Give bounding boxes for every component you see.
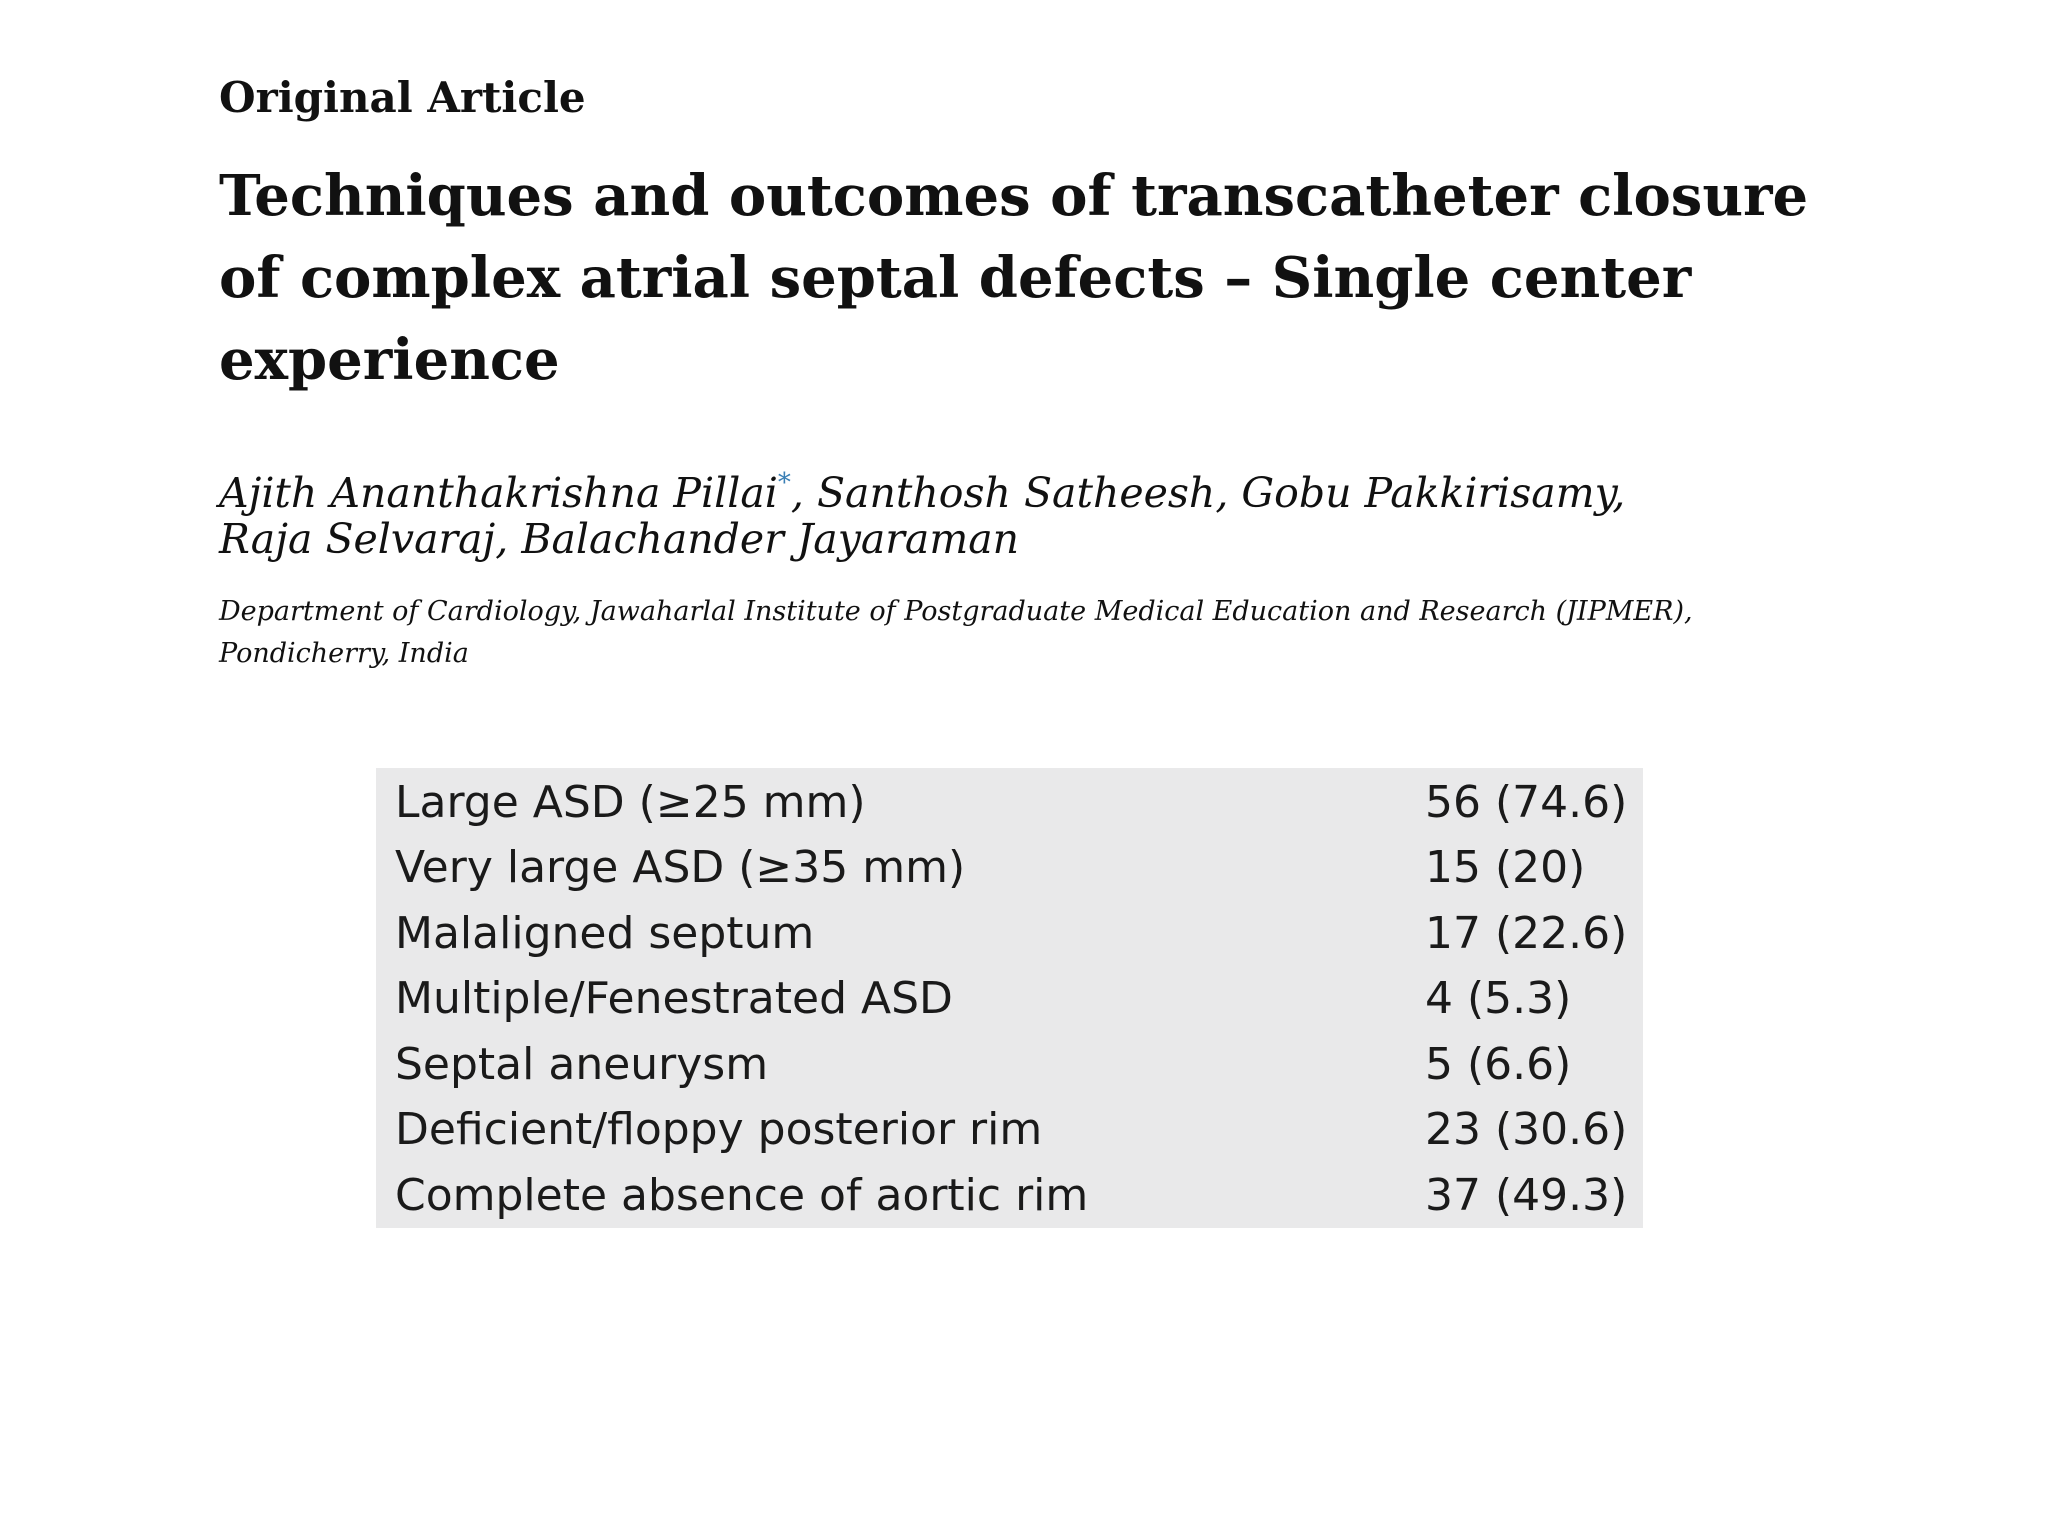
author-line: Raja Selvaraj, Balachander Jayaraman bbox=[219, 515, 1020, 563]
row-label: Deficient/floppy posterior rim bbox=[395, 1104, 1043, 1155]
row-value: 15 (20) bbox=[1425, 842, 1586, 893]
section-label: Original Article bbox=[219, 73, 586, 122]
author-line bbox=[219, 455, 1779, 517]
corresponding-author-marker[interactable]: * bbox=[777, 468, 791, 498]
row-label: Multiple/Fenestrated ASD bbox=[395, 973, 953, 1024]
title-line: of complex atrial septal defects – Single center bbox=[219, 245, 1692, 311]
affiliation bbox=[219, 591, 1779, 675]
title-line: experience bbox=[219, 327, 560, 393]
table-row bbox=[376, 901, 1643, 967]
data-table bbox=[376, 768, 1643, 1228]
article-title bbox=[219, 155, 1809, 401]
row-value: 5 (6.6) bbox=[1425, 1039, 1572, 1090]
row-label: Complete absence of aortic rim bbox=[395, 1170, 1089, 1221]
affiliation-line: Pondicherry, India bbox=[219, 638, 469, 669]
row-value: 56 (74.6) bbox=[1425, 777, 1628, 828]
row-value: 37 (49.3) bbox=[1425, 1170, 1628, 1221]
row-label: Septal aneurysm bbox=[395, 1039, 769, 1090]
row-label: Large ASD (≥25 mm) bbox=[395, 777, 866, 828]
table-row bbox=[376, 1032, 1643, 1098]
row-value: 4 (5.3) bbox=[1425, 973, 1572, 1024]
row-label: Very large ASD (≥35 mm) bbox=[395, 842, 966, 893]
row-value: 23 (30.6) bbox=[1425, 1104, 1628, 1155]
affiliation-line: Department of Cardiology, Jawaharlal Institute of Postgraduate Medical Education and Research (JIPMER), bbox=[219, 596, 1693, 627]
title-line: Techniques and outcomes of transcatheter closure bbox=[219, 163, 1809, 229]
row-label: Malaligned septum bbox=[395, 908, 815, 959]
table-row bbox=[376, 1097, 1643, 1163]
table-row bbox=[376, 966, 1643, 1032]
author-names: , Santhosh Satheesh, Gobu Pakkirisamy, bbox=[790, 469, 1626, 517]
author-list bbox=[219, 455, 1779, 567]
table-row bbox=[376, 1163, 1643, 1229]
table-row bbox=[376, 835, 1643, 901]
row-value: 17 (22.6) bbox=[1425, 908, 1628, 959]
table-row bbox=[376, 770, 1643, 836]
author-name: Ajith Ananthakrishna Pillai bbox=[219, 469, 778, 517]
